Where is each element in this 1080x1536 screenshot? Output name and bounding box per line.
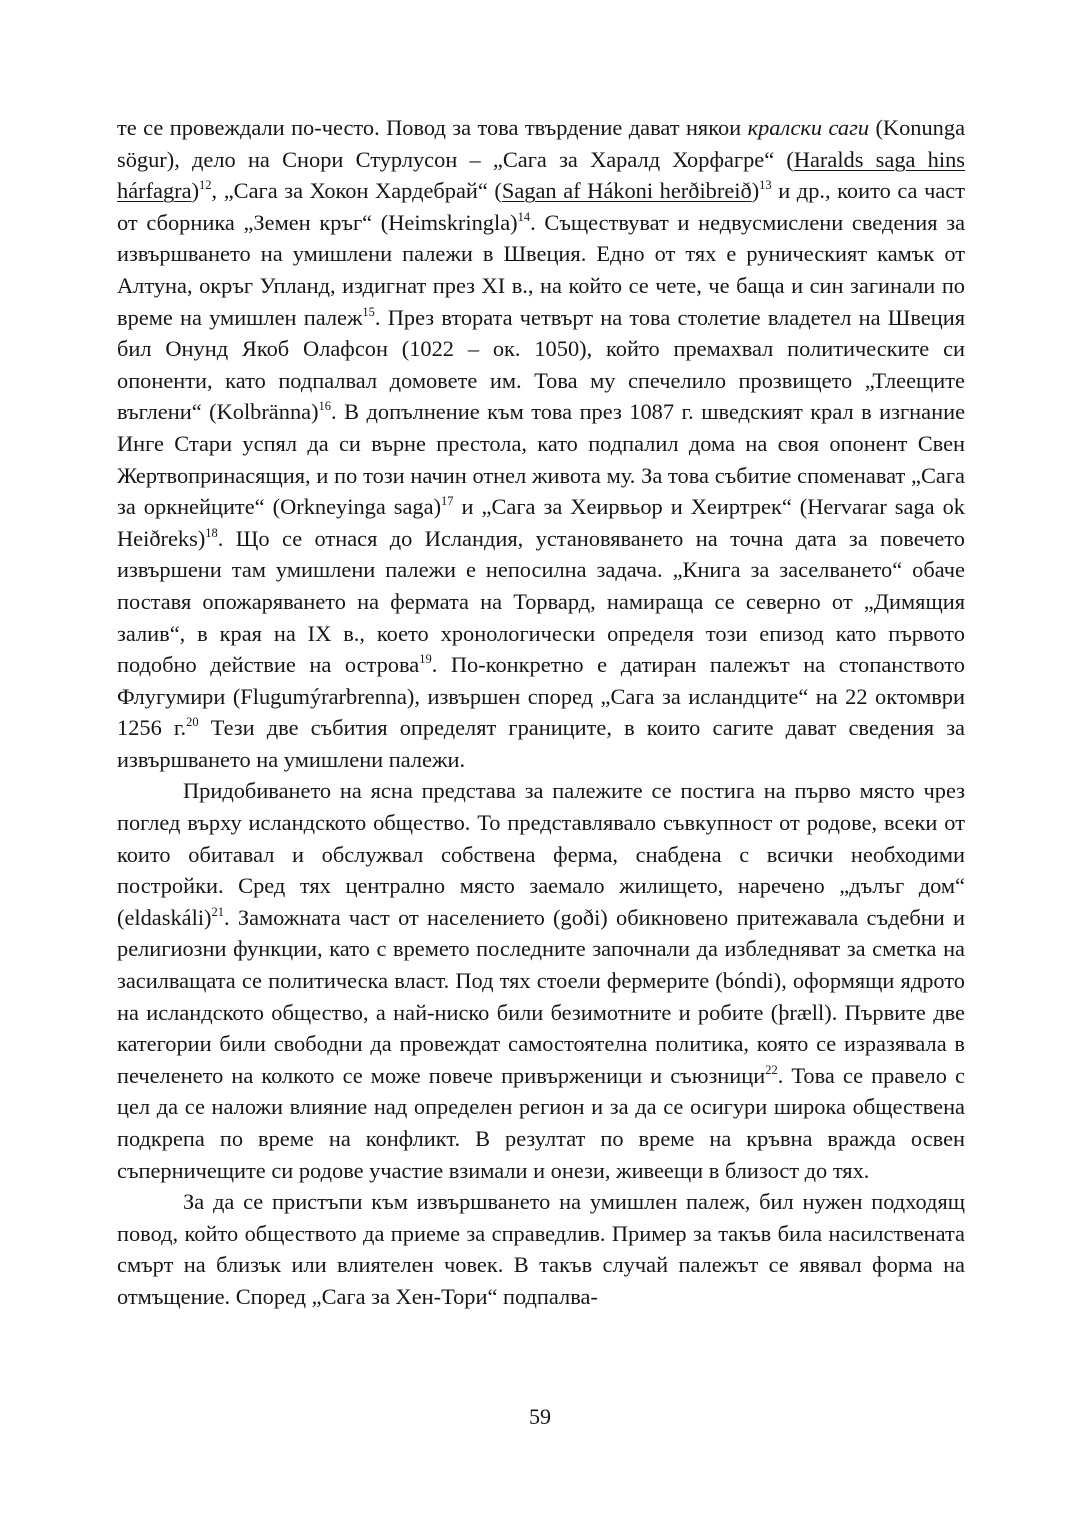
paragraph-1 — [117, 112, 965, 775]
text-run: . Съществуват и недвусмислени сведения за извършването на умишлени палежи в Швеция. Едно от тях е руническият камък от Алтуна, окръг Упланд, издигнат през XI в., на който се чете, че баща и син загинали по време на умишлен палеж — [117, 209, 966, 330]
text-run: и „Сага за Хеирвьор и Хеиртрек“ (Hervarar saga ok Heiðreks) — [117, 494, 965, 551]
footnote-marker: 20 — [186, 715, 199, 730]
paragraph-2 — [117, 775, 965, 1186]
text-run: . През втората четвърт на това столетие владетел на Швеция бил Онунд Якоб Олафсон (1022 – ок. 1050), който премахвал политическите си опоненти, като подпалвал домовете им. Това му спечелило прозвището „Тлеещите въглени“ (Kolbränna) — [117, 304, 965, 425]
text-run: и др., които са част от сборника „Земен кръг“ (Heimskringla) — [117, 178, 966, 235]
text-run: ) — [751, 178, 760, 204]
text-run: (Konunga sögur), дело на Снори Стурлусон – „Сага за Харалд Хорфагре“ ( — [117, 115, 966, 172]
text-run: . В допълнение към това през 1087 г. шведският крал в изгнание Инге Стари успял да си върне престола, като подпалил дома на своя опонент Свен Жертвопринасящия, и по този начин отнел живота му. За това събитие споменават „Сага за оркнейците“ (Orkneyinga saga) — [117, 399, 966, 520]
text-run: За да се пристъпи към извършването на умишлен палеж, бил нужен подходящ повод, който обществото да приеме за справедлив. Пример за такъв била насилствената смърт на близък или влиятелен човек. В такъв случай палежът се явявал форма на отмъщение. Според „Сага за Хен-Тори“ подпалва- — [117, 1189, 965, 1309]
text-run: . Що се отнася до Исландия, установяването на точна дата за повечето извършени там умишлени палежи е непосилна задача. „Книга за заселването“ обаче поставя опожаряването на фермата на Торвард, намираща се северно от „Димящия залив“, в края на IX в., което хронологически определя този епизод като първото подобно действие на острова — [117, 525, 965, 678]
page-body — [117, 112, 965, 1313]
footnote-marker: 12 — [199, 178, 212, 193]
footnote-marker: 22 — [765, 1062, 778, 1077]
underlined-title: Sagan af Hákoni herðibreið — [501, 178, 752, 204]
text-run: . По-конкретно е датиран палежът на стопанството Флугумири (Flugumýrarbrenna), извършен според „Сага за исландците“ на 22 октомври 1256 г. — [117, 652, 965, 741]
text-run: , „Сага за Хокон Хардебрай“ ( — [211, 178, 502, 204]
paragraph-3 — [117, 1186, 965, 1312]
footnote-marker: 16 — [318, 399, 332, 414]
footnote-marker: 18 — [205, 525, 218, 540]
footnote-marker: 14 — [517, 209, 531, 224]
footnote-marker: 21 — [211, 904, 224, 919]
footnote-marker: 15 — [362, 304, 375, 319]
footnote-marker: 17 — [441, 494, 454, 509]
underlined-title: Haralds saga hins hárfagra — [117, 146, 966, 204]
text-run: ) — [191, 178, 200, 204]
italic-text: кралски саги — [747, 115, 870, 140]
text-run: . Заможната част от населението (goði) обикновено притежавала съдебни и религиозни функции, като с времето последните започнали да избледняват за сметка на засилващата се политическа власт. Под тях стоели фермерите (bóndi), оформящи ядрото на исландското общество, а най-ниско били безимотните и робите (þræll). Първите две категории били свободни да провеждат самостоятелна политика, която се изразявала в печеленето на колкото се може повече привърженици и съюзници — [117, 904, 965, 1088]
text-run: Придобиването на ясна представа за палежите се постига на първо място чрез поглед върху исландското общество. То представлявало съвкупност от родове, всеки от които обитавал и обслужвал собствена ферма, снабдена с всички необходими постройки. Сред тях централно място заемало жилището, наречено „дълъг дом“ (eldaskáli) — [117, 778, 965, 930]
text-run: . Това се правело с цел да се наложи влияние над определен регион и за да се осигури широка обществена подкрепа по време на конфликт. В резултат по време на кръвна вражда освен съперничещите си родове участие взимали и онези, живеещи в близост до тях. — [117, 1062, 965, 1183]
text-run: Тези две събития определят границите, в които сагите дават сведения за извършването на умишлени палежи. — [117, 715, 965, 772]
footnote-marker: 19 — [419, 652, 432, 667]
text-run: те се провеждали по-често. Повод за това твърдение дават някои — [117, 115, 748, 140]
page-number: 59 — [529, 1404, 551, 1429]
footnote-marker: 13 — [759, 178, 772, 193]
